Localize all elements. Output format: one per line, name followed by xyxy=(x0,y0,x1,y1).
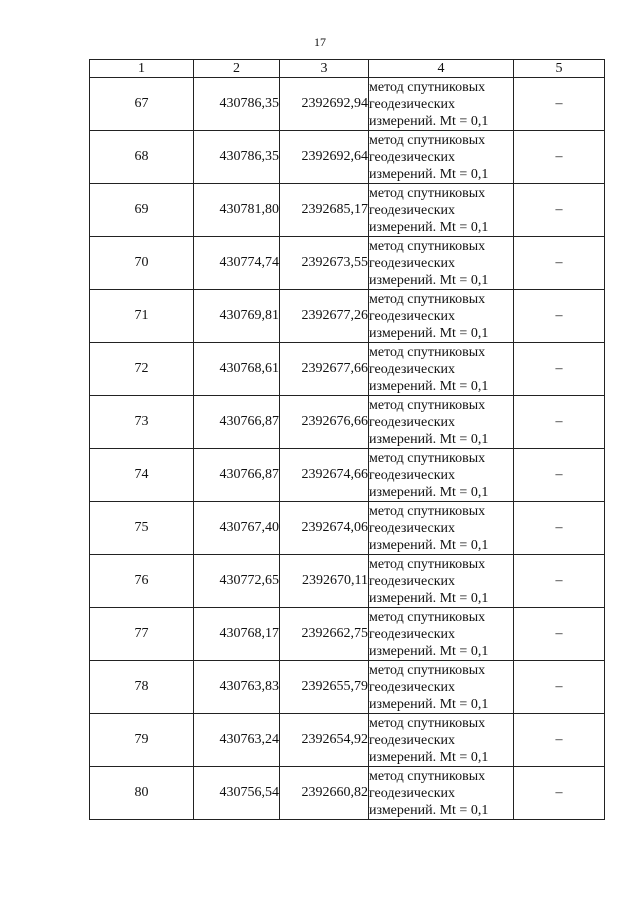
y-coordinate-cell: 2392676,66 xyxy=(280,396,369,449)
method-line: геодезических xyxy=(369,679,456,695)
method-line: геодезических xyxy=(369,255,456,271)
method-line: геодезических xyxy=(369,149,456,165)
point-number-cell: 77 xyxy=(90,608,194,661)
method-line: метод спутниковых xyxy=(369,609,486,625)
method-cell xyxy=(369,184,514,237)
y-coordinate-cell: 2392692,64 xyxy=(280,131,369,184)
method-line: метод спутниковых xyxy=(369,715,486,731)
note-cell: – xyxy=(514,396,605,449)
y-coordinate-cell: 2392685,17 xyxy=(280,184,369,237)
table-row xyxy=(90,502,605,555)
method-line: метод спутниковых xyxy=(369,344,486,360)
note-cell: – xyxy=(514,555,605,608)
x-coordinate-cell: 430763,24 xyxy=(194,714,280,767)
method-cell xyxy=(369,396,514,449)
note-cell: – xyxy=(514,608,605,661)
method-line: измерений. Mt = 0,1 xyxy=(369,166,489,182)
method-line: метод спутниковых xyxy=(369,238,486,254)
method-line: геодезических xyxy=(369,626,456,642)
point-number-cell: 67 xyxy=(90,78,194,131)
note-cell: – xyxy=(514,78,605,131)
y-coordinate-cell: 2392660,82 xyxy=(280,767,369,820)
table-row xyxy=(90,78,605,131)
method-cell xyxy=(369,555,514,608)
method-line: геодезических xyxy=(369,96,456,112)
point-number-cell: 71 xyxy=(90,290,194,343)
x-coordinate-cell: 430772,65 xyxy=(194,555,280,608)
method-line: метод спутниковых xyxy=(369,662,486,678)
method-line: геодезических xyxy=(369,467,456,483)
method-cell xyxy=(369,661,514,714)
method-line: измерений. Mt = 0,1 xyxy=(369,325,489,341)
y-coordinate-cell: 2392674,06 xyxy=(280,502,369,555)
point-number-cell: 69 xyxy=(90,184,194,237)
method-cell xyxy=(369,714,514,767)
note-cell: – xyxy=(514,237,605,290)
table-row xyxy=(90,131,605,184)
method-cell xyxy=(369,767,514,820)
y-coordinate-cell: 2392692,94 xyxy=(280,78,369,131)
y-coordinate-cell: 2392677,66 xyxy=(280,343,369,396)
point-number-cell: 75 xyxy=(90,502,194,555)
method-line: метод спутниковых xyxy=(369,132,486,148)
table-row xyxy=(90,184,605,237)
x-coordinate-cell: 430786,35 xyxy=(194,131,280,184)
note-cell: – xyxy=(514,767,605,820)
table-row xyxy=(90,449,605,502)
method-line: измерений. Mt = 0,1 xyxy=(369,378,489,394)
method-line: измерений. Mt = 0,1 xyxy=(369,802,489,818)
y-coordinate-cell: 2392674,66 xyxy=(280,449,369,502)
y-coordinate-cell: 2392677,26 xyxy=(280,290,369,343)
table-row xyxy=(90,661,605,714)
method-line: геодезических xyxy=(369,520,456,536)
x-coordinate-cell: 430766,87 xyxy=(194,449,280,502)
table-header-row xyxy=(90,60,605,78)
point-number-cell: 70 xyxy=(90,237,194,290)
x-coordinate-cell: 430763,83 xyxy=(194,661,280,714)
page-number: 17 xyxy=(314,35,326,49)
note-cell: – xyxy=(514,502,605,555)
table-row xyxy=(90,396,605,449)
y-coordinate-cell: 2392662,75 xyxy=(280,608,369,661)
method-cell xyxy=(369,502,514,555)
y-coordinate-cell: 2392670,11 xyxy=(280,555,369,608)
method-line: метод спутниковых xyxy=(369,79,486,95)
point-number-cell: 74 xyxy=(90,449,194,502)
method-line: метод спутниковых xyxy=(369,291,486,307)
note-cell: – xyxy=(514,449,605,502)
method-line: метод спутниковых xyxy=(369,185,486,201)
y-coordinate-cell: 2392673,55 xyxy=(280,237,369,290)
y-coordinate-cell: 2392654,92 xyxy=(280,714,369,767)
point-number-cell: 73 xyxy=(90,396,194,449)
x-coordinate-cell: 430768,61 xyxy=(194,343,280,396)
method-line: измерений. Mt = 0,1 xyxy=(369,484,489,500)
method-line: измерений. Mt = 0,1 xyxy=(369,749,489,765)
coordinates-table xyxy=(89,59,605,820)
point-number-cell: 78 xyxy=(90,661,194,714)
point-number-cell: 68 xyxy=(90,131,194,184)
table-row xyxy=(90,343,605,396)
method-line: измерений. Mt = 0,1 xyxy=(369,643,489,659)
point-number-cell: 72 xyxy=(90,343,194,396)
note-cell: – xyxy=(514,661,605,714)
x-coordinate-cell: 430781,80 xyxy=(194,184,280,237)
point-number-cell: 76 xyxy=(90,555,194,608)
method-line: геодезических xyxy=(369,732,456,748)
x-coordinate-cell: 430774,74 xyxy=(194,237,280,290)
method-line: измерений. Mt = 0,1 xyxy=(369,431,489,447)
note-cell: – xyxy=(514,714,605,767)
table-row xyxy=(90,714,605,767)
column-header: 3 xyxy=(280,60,369,78)
method-line: метод спутниковых xyxy=(369,503,486,519)
column-header: 4 xyxy=(369,60,514,78)
method-line: геодезических xyxy=(369,202,456,218)
method-cell xyxy=(369,237,514,290)
table-row xyxy=(90,767,605,820)
method-line: геодезических xyxy=(369,573,456,589)
method-cell xyxy=(369,290,514,343)
x-coordinate-cell: 430769,81 xyxy=(194,290,280,343)
method-line: измерений. Mt = 0,1 xyxy=(369,219,489,235)
x-coordinate-cell: 430756,54 xyxy=(194,767,280,820)
column-header: 1 xyxy=(90,60,194,78)
note-cell: – xyxy=(514,290,605,343)
method-line: геодезических xyxy=(369,785,456,801)
method-cell xyxy=(369,78,514,131)
x-coordinate-cell: 430767,40 xyxy=(194,502,280,555)
method-cell xyxy=(369,131,514,184)
method-line: геодезических xyxy=(369,361,456,377)
method-line: геодезических xyxy=(369,414,456,430)
table-row xyxy=(90,555,605,608)
method-line: метод спутниковых xyxy=(369,768,486,784)
column-header: 5 xyxy=(514,60,605,78)
method-cell xyxy=(369,608,514,661)
method-line: измерений. Mt = 0,1 xyxy=(369,537,489,553)
method-cell xyxy=(369,449,514,502)
method-line: геодезических xyxy=(369,308,456,324)
x-coordinate-cell: 430768,17 xyxy=(194,608,280,661)
table-body xyxy=(90,78,605,820)
x-coordinate-cell: 430766,87 xyxy=(194,396,280,449)
method-cell xyxy=(369,343,514,396)
method-line: измерений. Mt = 0,1 xyxy=(369,113,489,129)
table-row xyxy=(90,608,605,661)
y-coordinate-cell: 2392655,79 xyxy=(280,661,369,714)
table-row xyxy=(90,237,605,290)
method-line: измерений. Mt = 0,1 xyxy=(369,272,489,288)
note-cell: – xyxy=(514,131,605,184)
note-cell: – xyxy=(514,343,605,396)
method-line: метод спутниковых xyxy=(369,556,486,572)
x-coordinate-cell: 430786,35 xyxy=(194,78,280,131)
note-cell: – xyxy=(514,184,605,237)
method-line: измерений. Mt = 0,1 xyxy=(369,696,489,712)
method-line: измерений. Mt = 0,1 xyxy=(369,590,489,606)
point-number-cell: 80 xyxy=(90,767,194,820)
table-row xyxy=(90,290,605,343)
method-line: метод спутниковых xyxy=(369,450,486,466)
point-number-cell: 79 xyxy=(90,714,194,767)
method-line: метод спутниковых xyxy=(369,397,486,413)
column-header: 2 xyxy=(194,60,280,78)
